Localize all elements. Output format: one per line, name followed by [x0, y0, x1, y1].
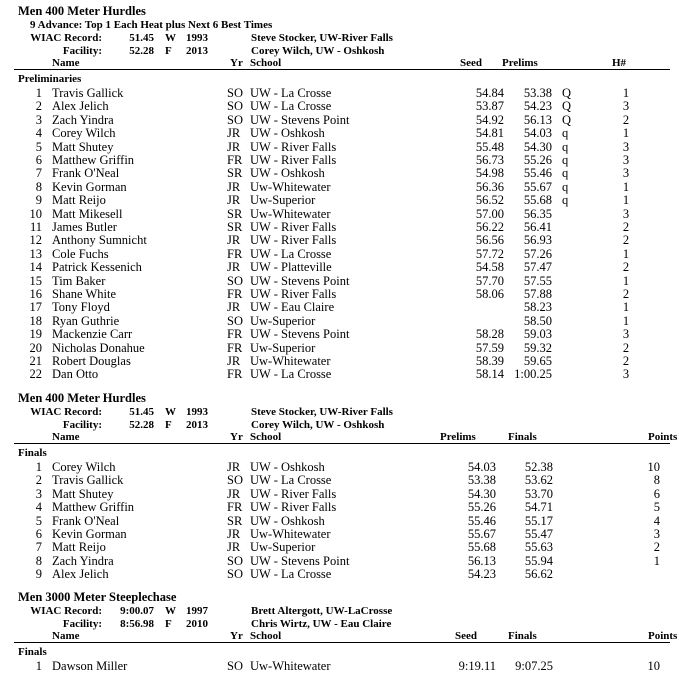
col-3-value: 2: [622, 233, 630, 248]
mark-1: 54.92: [475, 112, 504, 127]
col-name-header: Name: [52, 630, 80, 642]
mark-1: 54.03: [467, 460, 496, 474]
athlete-name: Alex Jelich: [52, 567, 109, 582]
facility-record-flag: F: [165, 618, 172, 630]
athlete-name: Matt Shutey: [52, 139, 114, 154]
class-year: SO: [227, 273, 243, 288]
facility-record-flag: F: [165, 419, 172, 431]
school: Uw-Whitewater: [250, 659, 331, 673]
mark-1: 58.14: [475, 367, 504, 382]
col-3-header: H#: [612, 57, 627, 69]
col-3-value: 3: [622, 327, 630, 342]
school: UW - La Crosse: [250, 567, 332, 582]
mark-1: 58.28: [475, 327, 504, 342]
mark-2: 54.03: [523, 126, 552, 141]
wiac-record-label: WIAC Record:: [30, 605, 102, 617]
place: 22: [29, 367, 42, 382]
divider: [14, 443, 670, 444]
col-3-value: 3: [622, 139, 630, 154]
event-title: Men 400 Meter Hurdles: [18, 391, 146, 405]
place: 11: [29, 220, 42, 234]
facility-record-mark: 52.28: [129, 419, 154, 431]
col-3-value: 1: [622, 273, 630, 288]
class-year: JR: [227, 260, 241, 275]
facility-record-label: Facility:: [62, 45, 102, 57]
mark-1: 58.06: [475, 287, 504, 301]
wiac-record-mark: 51.45: [129, 406, 154, 418]
facility-record-mark: 52.28: [129, 45, 154, 57]
school: UW - Platteville: [250, 260, 332, 275]
wiac-record-label: WIAC Record:: [30, 32, 102, 44]
class-year: SR: [227, 220, 243, 234]
col-3-value: 2: [622, 260, 630, 275]
class-year: SO: [227, 473, 243, 488]
place: 16: [29, 287, 42, 301]
qualifier: q: [562, 139, 569, 154]
col-3-value: 1: [653, 553, 660, 568]
wiac-record-mark: 51.45: [129, 32, 154, 44]
col-3-value: 1: [622, 246, 630, 261]
athlete-name: Matthew Griffin: [52, 500, 135, 515]
mark-2: 52.38: [524, 460, 553, 474]
col-yr-header: Yr: [230, 431, 243, 443]
athlete-name: Tim Baker: [52, 273, 106, 288]
mark-2: 59.65: [523, 354, 552, 368]
qualifier: q: [562, 153, 569, 167]
mark-2: 57.26: [523, 246, 552, 261]
mark-1: 55.46: [467, 513, 496, 528]
col-3-value: 3: [622, 367, 630, 382]
facility-record-mark: 8:56.98: [120, 618, 154, 630]
mark-2: 55.94: [524, 553, 553, 568]
athlete-name: James Butler: [52, 220, 117, 234]
round-label: Finals: [18, 646, 47, 658]
mark-1: 56.56: [475, 233, 504, 248]
event-title: Men 3000 Meter Steeplechase: [18, 590, 177, 604]
mark-1: 56.36: [475, 179, 504, 194]
athlete-name: Alex Jelich: [52, 99, 109, 114]
event-title: Men 400 Meter Hurdles: [18, 4, 146, 18]
place: 15: [29, 273, 42, 288]
col-3-value: 2: [622, 287, 630, 301]
athlete-name: Frank O'Neal: [52, 513, 120, 528]
col-yr-header: Yr: [230, 630, 243, 642]
school: UW - Oshkosh: [250, 126, 325, 141]
class-year: SR: [227, 513, 243, 528]
mark-1: 56.13: [467, 553, 496, 568]
class-year: JR: [227, 233, 241, 248]
col-3-header: Points: [648, 431, 678, 443]
athlete-name: Frank O'Neal: [52, 166, 120, 181]
col-3-value: 6: [653, 486, 660, 501]
mark-2: 53.62: [524, 473, 553, 488]
col-3-value: 1: [622, 193, 630, 208]
qualifier: Q: [562, 86, 572, 100]
athlete-name: Zach Yindra: [52, 112, 114, 127]
school: Uw-Superior: [250, 313, 316, 328]
round-label: Preliminaries: [18, 73, 82, 85]
col-3-value: 2: [653, 540, 660, 555]
class-year: SO: [227, 313, 243, 328]
class-year: JR: [227, 139, 241, 154]
mark-1: 56.52: [475, 193, 504, 208]
place: 1: [35, 86, 42, 100]
col-school-header: School: [250, 630, 282, 642]
place: 9: [35, 193, 42, 208]
qualifier: q: [562, 193, 569, 208]
mark-2: 55.47: [524, 527, 553, 541]
qualifier: q: [562, 126, 569, 141]
col-3-value: 8: [653, 473, 660, 488]
class-year: SO: [227, 553, 243, 568]
school: Uw-Superior: [250, 340, 316, 355]
mark-1: 57.72: [475, 246, 504, 261]
school: Uw-Whitewater: [250, 354, 331, 368]
mark-1: 55.48: [475, 139, 504, 154]
col-name-header: Name: [52, 431, 80, 443]
facility-record-label: Facility:: [62, 419, 102, 431]
school: UW - Oshkosh: [250, 513, 325, 528]
class-year: FR: [227, 500, 243, 515]
school: UW - River Falls: [250, 139, 337, 154]
class-year: JR: [227, 354, 241, 368]
school: Uw-Superior: [250, 193, 316, 208]
class-year: JR: [227, 300, 241, 315]
mark-1: 58.39: [475, 354, 504, 368]
mark-2: 57.47: [523, 260, 552, 275]
place: 4: [35, 126, 42, 141]
place: 13: [29, 246, 42, 261]
school: UW - Stevens Point: [250, 273, 350, 288]
col-3-value: 5: [653, 500, 660, 515]
class-year: FR: [227, 327, 243, 342]
place: 14: [29, 260, 42, 275]
place: 3: [35, 112, 42, 127]
athlete-name: Matt Shutey: [52, 486, 114, 501]
mark-2: 57.88: [523, 287, 552, 301]
mark-2: 59.03: [523, 327, 552, 342]
wiac-record-year: 1993: [186, 406, 208, 418]
mark-2: 9:07.25: [515, 659, 553, 673]
col-3-value: 3: [622, 166, 630, 181]
col-3-value: 3: [622, 206, 630, 221]
school: UW - Stevens Point: [250, 112, 350, 127]
school: Uw-Superior: [250, 540, 316, 555]
place: 5: [35, 513, 42, 528]
athlete-name: Nicholas Donahue: [52, 340, 145, 355]
place: 19: [29, 327, 42, 342]
facility-record-holder: Corey Wilch, UW - Oshkosh: [251, 419, 385, 431]
school: UW - Oshkosh: [250, 166, 325, 181]
class-year: SR: [227, 166, 243, 181]
school: UW - La Crosse: [250, 99, 332, 114]
col-3-value: 2: [622, 354, 630, 368]
mark-1: 9:19.11: [458, 659, 496, 673]
class-year: FR: [227, 340, 243, 355]
mark-2: 58.23: [523, 300, 552, 315]
athlete-name: Travis Gallick: [52, 86, 124, 100]
qualifier: Q: [562, 99, 572, 114]
mark-1: 55.26: [467, 500, 496, 515]
athlete-name: Cole Fuchs: [52, 246, 109, 261]
qualifier: Q: [562, 112, 572, 127]
mark-2: 56.35: [523, 206, 552, 221]
wiac-record-year: 1993: [186, 32, 208, 44]
mark-1: 55.68: [467, 540, 496, 555]
col-school-header: School: [250, 431, 282, 443]
place: 4: [35, 500, 42, 515]
athlete-name: Kevin Gorman: [52, 527, 127, 541]
col-3-value: 10: [647, 460, 660, 474]
school: Uw-Whitewater: [250, 206, 331, 221]
athlete-name: Robert Douglas: [52, 354, 131, 368]
col-3-value: 2: [622, 340, 630, 355]
wiac-record-year: 1997: [186, 605, 208, 617]
facility-record-label: Facility:: [62, 618, 102, 630]
school: Uw-Whitewater: [250, 179, 331, 194]
col-name-header: Name: [52, 57, 80, 69]
school: UW - River Falls: [250, 287, 337, 301]
col-3-value: 2: [622, 112, 630, 127]
mark-2: 55.26: [523, 153, 552, 167]
place: 1: [35, 460, 42, 474]
mark-2: 54.23: [523, 99, 552, 114]
col-3-value: 3: [622, 99, 630, 114]
class-year: SO: [227, 112, 243, 127]
wiac-record-holder: Brett Altergott, UW-LaCrosse: [251, 605, 393, 617]
school: UW - La Crosse: [250, 367, 332, 382]
mark-1: 54.98: [475, 166, 504, 181]
mark-2: 55.46: [523, 166, 552, 181]
mark-1: 54.30: [467, 486, 496, 501]
place: 12: [29, 233, 42, 248]
class-year: FR: [227, 153, 243, 167]
athlete-name: Shane White: [52, 287, 116, 301]
mark-1: 53.87: [475, 99, 504, 114]
col-3-value: 1: [622, 86, 630, 100]
class-year: SR: [227, 206, 243, 221]
athlete-name: Zach Yindra: [52, 553, 114, 568]
advance-rule: 9 Advance: Top 1 Each Heat plus Next 6 Best Times: [30, 19, 273, 31]
col-3-value: 1: [622, 126, 630, 141]
school: UW - Eau Claire: [250, 300, 335, 315]
class-year: JR: [227, 540, 241, 555]
place: 3: [35, 486, 42, 501]
mark-1: 54.58: [475, 260, 504, 275]
wiac-record-flag: W: [165, 406, 176, 418]
athlete-name: Matt Mikesell: [52, 206, 123, 221]
col-3-value: 4: [653, 513, 660, 528]
place: 1: [35, 659, 42, 673]
facility-record-year: 2013: [186, 45, 208, 57]
athlete-name: Matt Reijo: [52, 193, 106, 208]
facility-record-holder: Corey Wilch, UW - Oshkosh: [251, 45, 385, 57]
wiac-record-flag: W: [165, 605, 176, 617]
mark-1: 54.23: [467, 567, 496, 582]
divider: [14, 69, 670, 70]
wiac-record-holder: Steve Stocker, UW-River Falls: [251, 32, 393, 44]
place: 21: [29, 354, 42, 368]
athlete-name: Matt Reijo: [52, 540, 106, 555]
qualifier: q: [562, 166, 569, 181]
mark-1: 57.70: [475, 273, 504, 288]
school: UW - River Falls: [250, 233, 337, 248]
school: UW - La Crosse: [250, 246, 332, 261]
divider: [14, 642, 670, 643]
col-3-header: Points: [648, 630, 678, 642]
school: UW - River Falls: [250, 500, 337, 515]
mark-2: 58.50: [523, 313, 552, 328]
class-year: SO: [227, 99, 243, 114]
col-3-value: 10: [647, 659, 660, 673]
athlete-name: Matthew Griffin: [52, 153, 135, 167]
athlete-name: Dan Otto: [52, 367, 99, 382]
col-1-header: Seed: [460, 57, 482, 69]
col-1-header: Seed: [455, 630, 477, 642]
place: 7: [35, 166, 42, 181]
mark-1: 53.38: [467, 473, 496, 488]
col-3-value: 2: [622, 220, 630, 234]
wiac-record-mark: 9:00.07: [120, 605, 154, 617]
mark-1: 57.59: [475, 340, 504, 355]
mark-1: 54.81: [475, 126, 504, 141]
class-year: FR: [227, 287, 243, 301]
class-year: FR: [227, 246, 243, 261]
mark-2: 55.17: [524, 513, 553, 528]
mark-2: 56.62: [524, 567, 553, 582]
athlete-name: Travis Gallick: [52, 473, 124, 488]
school: UW - Oshkosh: [250, 460, 325, 474]
place: 8: [35, 553, 42, 568]
school: UW - La Crosse: [250, 86, 332, 100]
school: UW - La Crosse: [250, 473, 332, 488]
col-3-value: 3: [653, 527, 660, 541]
class-year: SO: [227, 86, 243, 100]
col-school-header: School: [250, 57, 282, 69]
mark-2: 56.93: [523, 233, 552, 248]
facility-record-year: 2010: [186, 618, 208, 630]
mark-2: 55.68: [523, 193, 552, 208]
class-year: FR: [227, 367, 243, 382]
col-3-value: 1: [622, 300, 630, 315]
mark-1: 55.67: [467, 527, 496, 541]
athlete-name: Anthony Sumnicht: [52, 233, 147, 248]
place: 5: [35, 139, 42, 154]
mark-2: 57.55: [523, 273, 552, 288]
athlete-name: Patrick Kessenich: [52, 260, 142, 275]
place: 20: [29, 340, 42, 355]
mark-2: 56.41: [523, 220, 552, 234]
class-year: SO: [227, 659, 243, 673]
class-year: JR: [227, 527, 241, 541]
mark-1: 56.73: [475, 153, 504, 167]
facility-record-year: 2013: [186, 419, 208, 431]
school: UW - River Falls: [250, 153, 337, 167]
athlete-name: Corey Wilch: [52, 126, 116, 141]
mark-2: 54.30: [523, 139, 552, 154]
mark-2: 55.67: [523, 179, 552, 194]
class-year: JR: [227, 126, 241, 141]
mark-2: 55.63: [524, 540, 553, 555]
col-2-header: Prelims: [502, 57, 538, 69]
athlete-name: Kevin Gorman: [52, 179, 127, 194]
school: UW - Stevens Point: [250, 553, 350, 568]
col-3-value: 1: [622, 313, 630, 328]
round-label: Finals: [18, 447, 47, 459]
mark-2: 1:00.25: [514, 367, 552, 382]
mark-1: 56.22: [475, 220, 504, 234]
mark-2: 59.32: [523, 340, 552, 355]
athlete-name: Mackenzie Carr: [52, 327, 133, 342]
athlete-name: Dawson Miller: [52, 659, 128, 673]
athlete-name: Corey Wilch: [52, 460, 116, 474]
place: 2: [35, 99, 42, 114]
qualifier: q: [562, 179, 569, 194]
mark-2: 56.13: [523, 112, 552, 127]
class-year: JR: [227, 486, 241, 501]
mark-2: 53.70: [524, 486, 553, 501]
school: Uw-Whitewater: [250, 527, 331, 541]
place: 6: [35, 153, 42, 167]
class-year: JR: [227, 193, 241, 208]
col-2-header: Finals: [508, 630, 537, 642]
col-2-header: Finals: [508, 431, 537, 443]
wiac-record-holder: Steve Stocker, UW-River Falls: [251, 406, 393, 418]
place: 18: [29, 313, 42, 328]
col-3-value: 3: [622, 153, 630, 167]
mark-1: 54.84: [475, 86, 504, 100]
facility-record-holder: Chris Wirtz, UW - Eau Claire: [251, 618, 392, 630]
class-year: JR: [227, 179, 241, 194]
place: 9: [35, 567, 42, 582]
place: 2: [35, 473, 42, 488]
mark-1: 57.00: [475, 206, 504, 221]
col-yr-header: Yr: [230, 57, 243, 69]
mark-2: 53.38: [523, 86, 552, 100]
wiac-record-flag: W: [165, 32, 176, 44]
place: 7: [35, 540, 42, 555]
athlete-name: Tony Floyd: [52, 300, 110, 315]
col-1-header: Prelims: [440, 431, 476, 443]
athlete-name: Ryan Guthrie: [52, 313, 120, 328]
mark-2: 54.71: [524, 500, 553, 515]
wiac-record-label: WIAC Record:: [30, 406, 102, 418]
class-year: JR: [227, 460, 241, 474]
place: 8: [35, 179, 42, 194]
school: UW - River Falls: [250, 220, 337, 234]
school: UW - Stevens Point: [250, 327, 350, 342]
class-year: SO: [227, 567, 243, 582]
place: 6: [35, 527, 42, 541]
school: UW - River Falls: [250, 486, 337, 501]
place: 17: [29, 300, 42, 315]
col-3-value: 1: [622, 179, 630, 194]
place: 10: [29, 206, 42, 221]
facility-record-flag: F: [165, 45, 172, 57]
